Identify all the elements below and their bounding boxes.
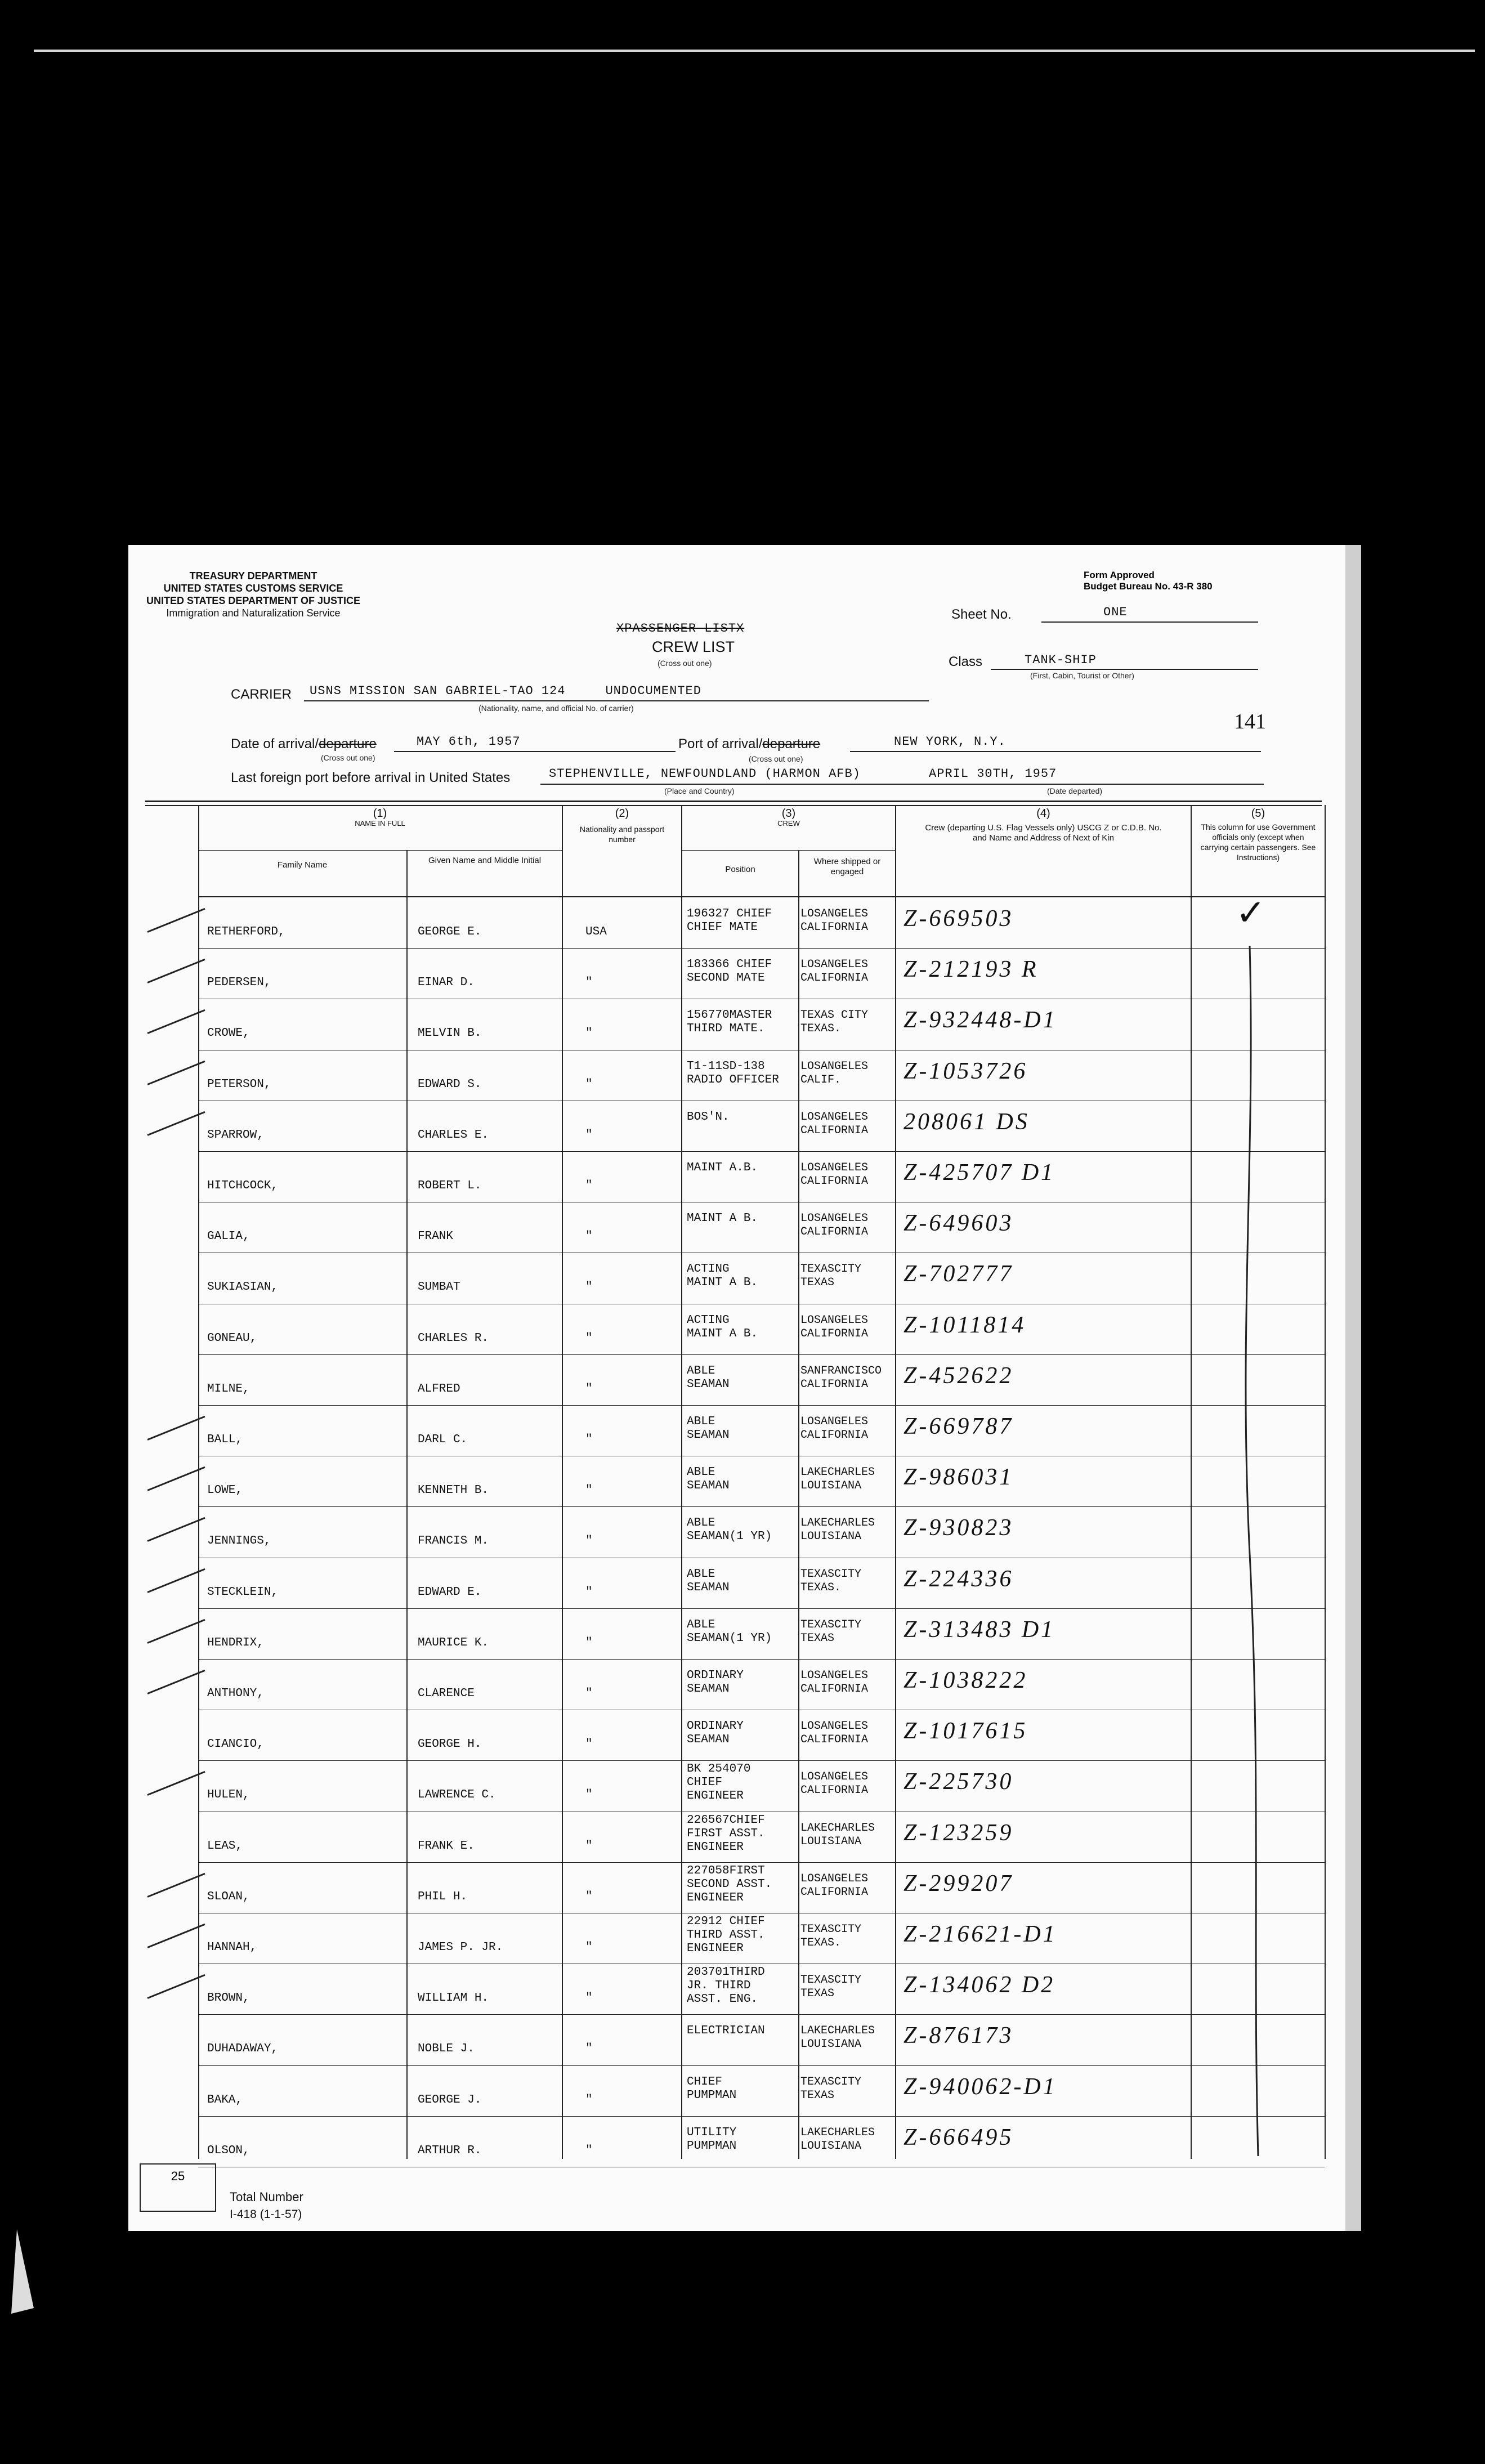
- given-name: CHARLES R.: [418, 1332, 489, 1345]
- date-departure-crossed: departure: [319, 736, 377, 752]
- port-label: [678, 736, 820, 752]
- nationality: ": [585, 1129, 593, 1142]
- nationality: ": [585, 1179, 593, 1192]
- family-name: ANTHONY,: [207, 1687, 264, 1700]
- col-divider-3: [681, 805, 682, 2159]
- nationality: ": [585, 1230, 593, 1243]
- where-shipped: LAKECHARLES LOUISIANA: [800, 1517, 875, 1543]
- family-name: DUHADAWAY,: [207, 2042, 279, 2055]
- given-name: DARL C.: [418, 1433, 468, 1446]
- z-number: Z-666495: [903, 2125, 1014, 2150]
- col1-header: [198, 808, 562, 829]
- z-number: Z-986031: [903, 1464, 1014, 1490]
- crew-position: ACTING MAINT A B.: [687, 1263, 758, 1289]
- agency-block: [141, 570, 366, 619]
- official-checkmark: ✓: [1236, 892, 1266, 934]
- col5-title: This column for use Government officials only (except when carrying certain passengers. See Instructions): [1200, 822, 1316, 862]
- given-name-header: Given Name and Middle Initial: [428, 856, 542, 865]
- given-name: NOBLE J.: [418, 2042, 475, 2055]
- z-number: Z-299207: [903, 1871, 1014, 1897]
- col-divider-4: [895, 805, 896, 2159]
- total-number-label: Total Number: [230, 2190, 303, 2204]
- nationality: ": [585, 1840, 593, 1853]
- left-edge-artifact: [11, 2229, 45, 2319]
- z-number: Z-876173: [903, 2023, 1014, 2049]
- form-approved: Form Approved: [1084, 570, 1155, 580]
- port-cross-out-hint: (Cross out one): [749, 754, 803, 763]
- family-name: HENDRIX,: [207, 1636, 264, 1649]
- crew-position: ABLE SEAMAN(1 YR): [687, 1618, 772, 1645]
- carrier-hint: (Nationality, name, and official No. of carrier): [478, 704, 634, 713]
- given-name: CLARENCE: [418, 1687, 475, 1700]
- family-name: GALIA,: [207, 1230, 250, 1243]
- crew-position: 183366 CHIEF SECOND MATE: [687, 958, 772, 985]
- crew-position: ELECTRICIAN: [687, 2024, 765, 2037]
- crew-position: ABLE SEAMAN: [687, 1365, 730, 1391]
- family-name: SUKIASIAN,: [207, 1281, 279, 1294]
- family-name: PETERSON,: [207, 1078, 271, 1091]
- crew-position: ABLE SEAMAN: [687, 1415, 730, 1442]
- where-shipped: TEXASCITY TEXAS: [800, 1618, 862, 1645]
- crew-position: MAINT A.B.: [687, 1161, 758, 1174]
- col3-title: CREW: [777, 819, 800, 828]
- z-number: Z-123259: [903, 1820, 1014, 1846]
- family-name: CROWE,: [207, 1027, 250, 1040]
- col5-header: [1192, 808, 1325, 862]
- sheet-label: Sheet No.: [951, 607, 1012, 622]
- class-label: Class: [949, 654, 983, 669]
- where-shipped: LOSANGELES CALIFORNIA: [800, 1111, 869, 1137]
- where-shipped: TEXASCITY TEXAS.: [800, 1923, 862, 1949]
- z-number: Z-930823: [903, 1515, 1014, 1541]
- given-name: EDWARD S.: [418, 1078, 482, 1091]
- nationality: ": [585, 1078, 593, 1091]
- date-underline: [394, 751, 676, 752]
- nationality: ": [585, 2042, 593, 2055]
- z-number: Z-1038222: [903, 1667, 1028, 1693]
- col-divider-3b: [798, 850, 799, 2159]
- crew-position: 22912 CHIEF THIRD ASST. ENGINEER: [687, 1915, 765, 1955]
- where-shipped: SANFRANCISCO CALIFORNIA: [800, 1365, 882, 1391]
- family-name: STECKLEIN,: [207, 1586, 279, 1599]
- name-subheader-rule: [198, 850, 562, 851]
- nationality: ": [585, 1484, 593, 1497]
- header-bottom-rule: [198, 896, 1325, 897]
- where-shipped: LOSANGELES CALIFORNIA: [800, 1161, 869, 1188]
- where-shipped: LOSANGELES CALIFORNIA: [800, 1770, 869, 1797]
- family-name: OLSON,: [207, 2144, 250, 2157]
- nationality: ": [585, 1383, 593, 1396]
- col2-number: (2): [615, 807, 629, 820]
- z-number: Z-669787: [903, 1414, 1014, 1439]
- given-name: FRANCIS M.: [418, 1535, 489, 1548]
- given-name: FRANK E.: [418, 1840, 475, 1853]
- where-shipped: TEXAS CITY TEXAS.: [800, 1009, 869, 1035]
- crew-position: BOS'N.: [687, 1111, 730, 1124]
- date-departed-value: APRIL 30TH, 1957: [929, 767, 1057, 781]
- class-underline: [991, 669, 1258, 670]
- where-shipped: LOSANGELES CALIFORNIA: [800, 1720, 869, 1746]
- sheet-underline: [1041, 621, 1258, 623]
- family-name: BAKA,: [207, 2094, 243, 2107]
- carrier-value: USNS MISSION SAN GABRIEL-TAO 124 UNDOCUMENTED: [310, 684, 701, 698]
- given-name: GEORGE E.: [418, 925, 482, 938]
- date-arrival-label-text: Date of arrival/: [231, 736, 319, 752]
- crew-position: CHIEF PUMPMAN: [687, 2076, 737, 2102]
- where-shipped: LAKECHARLES LOUISIANA: [800, 2024, 875, 2051]
- col3-header: [682, 808, 895, 829]
- given-name: WILLIAM H.: [418, 1992, 489, 2005]
- given-name: KENNETH B.: [418, 1484, 489, 1497]
- col-left-border: [198, 805, 199, 2159]
- crew-position: 227058FIRST SECOND ASST. ENGINEER: [687, 1864, 772, 1904]
- col-divider-1b: [406, 850, 408, 2159]
- z-number: Z-1053726: [903, 1058, 1028, 1084]
- given-name: MELVIN B.: [418, 1027, 482, 1040]
- row-rule: [198, 1608, 1325, 1609]
- crew-position: ABLE SEAMAN: [687, 1466, 730, 1492]
- nationality: ": [585, 1788, 593, 1801]
- nationality: ": [585, 1281, 593, 1294]
- z-number: Z-225730: [903, 1769, 1014, 1795]
- total-number-box: [140, 2163, 216, 2212]
- port-label-text: Port of arrival/: [678, 736, 763, 752]
- crew-position: 226567CHIEF FIRST ASST. ENGINEER: [687, 1814, 765, 1854]
- given-name: EDWARD E.: [418, 1586, 482, 1599]
- nationality: ": [585, 1687, 593, 1700]
- given-name: ALFRED: [418, 1383, 460, 1396]
- z-number: 208061 DS: [903, 1109, 1030, 1135]
- crew-position: MAINT A B.: [687, 1212, 758, 1225]
- where-shipped: LOSANGELES CALIFORNIA: [800, 958, 869, 985]
- official-column-mark: [1233, 934, 1312, 2162]
- nationality: ": [585, 1586, 593, 1599]
- where-shipped: LAKECHARLES LOUISIANA: [800, 2126, 875, 2153]
- row-rule: [198, 1862, 1325, 1863]
- col2-title: Nationality and passport number: [579, 825, 665, 844]
- col-right-border: [1325, 805, 1326, 2159]
- crew-position: UTILITY PUMPMAN: [687, 2126, 737, 2153]
- nationality: USA: [585, 925, 607, 938]
- carrier-label: CARRIER: [231, 687, 292, 702]
- family-name: BROWN,: [207, 1992, 250, 2005]
- where-shipped: TEXASCITY TEXAS.: [800, 1568, 862, 1594]
- z-number: Z-212193 R: [903, 956, 1039, 982]
- port-value: NEW YORK, N.Y.: [894, 735, 1006, 749]
- nationality: ": [585, 1535, 593, 1548]
- crew-position: ABLE SEAMAN: [687, 1568, 730, 1594]
- where-shipped: LOSANGELES CALIFORNIA: [800, 1669, 869, 1696]
- given-name: GEORGE H.: [418, 1738, 482, 1751]
- agency-line-3: UNITED STATES DEPARTMENT OF JUSTICE: [146, 595, 360, 606]
- date-cross-out-hint: (Cross out one): [321, 753, 375, 762]
- table-top-rule-2: [145, 805, 1322, 806]
- where-shipped: LAKECHARLES LOUISIANA: [800, 1822, 875, 1848]
- given-name: ROBERT L.: [418, 1179, 482, 1192]
- last-port-value: STEPHENVILLE, NEWFOUNDLAND (HARMON AFB): [549, 767, 861, 781]
- z-number: Z-702777: [903, 1261, 1014, 1287]
- family-name: MILNE,: [207, 1383, 250, 1396]
- family-name: RETHERFORD,: [207, 925, 285, 938]
- crew-position: 196327 CHIEF CHIEF MATE: [687, 907, 772, 934]
- port-departure-crossed: departure: [762, 736, 821, 752]
- place-hint: (Place and Country): [664, 786, 735, 795]
- given-name: MAURICE K.: [418, 1636, 489, 1649]
- row-rule: [198, 1506, 1325, 1507]
- family-name: BALL,: [207, 1433, 243, 1446]
- class-hint: (First, Cabin, Tourist or Other): [1030, 671, 1134, 680]
- where-shipped: LOSANGELES CALIFORNIA: [800, 1415, 869, 1442]
- table-top-rule-1: [145, 801, 1322, 802]
- where-shipped: LOSANGELES CALIF.: [800, 1060, 869, 1086]
- class-value: TANK-SHIP: [1025, 653, 1097, 667]
- where-shipped: LOSANGELES CALIFORNIA: [800, 907, 869, 934]
- given-name: PHIL H.: [418, 1890, 468, 1903]
- col4-header: [896, 808, 1191, 843]
- row-rule: [198, 1760, 1325, 1761]
- family-name: GONEAU,: [207, 1332, 257, 1345]
- nationality: ": [585, 2144, 593, 2157]
- nationality: ": [585, 1636, 593, 1649]
- where-shipped: TEXASCITY TEXAS: [800, 1974, 862, 2000]
- family-name-header: Family Name: [277, 860, 328, 870]
- crew-position: ACTING MAINT A B.: [687, 1314, 758, 1340]
- where-shipped: LOSANGELES CALIFORNIA: [800, 1212, 869, 1238]
- family-name: HITCHCOCK,: [207, 1179, 279, 1192]
- agency-line-1: TREASURY DEPARTMENT: [189, 570, 317, 582]
- family-name: PEDERSEN,: [207, 976, 271, 989]
- paper-edge-shadow: [1345, 545, 1361, 2231]
- nationality: ": [585, 1738, 593, 1751]
- sheet-value: ONE: [1103, 605, 1128, 619]
- where-shipped: LOSANGELES CALIFORNIA: [800, 1314, 869, 1340]
- nationality: ": [585, 2094, 593, 2107]
- row-rule: [198, 948, 1325, 949]
- where-header: Where shipped or engaged: [813, 857, 881, 877]
- agency-line-4: Immigration and Naturalization Service: [166, 607, 341, 619]
- nationality: ": [585, 1941, 593, 1954]
- agency-line-2: UNITED STATES CUSTOMS SERVICE: [163, 583, 343, 594]
- col4-number: (4): [1036, 807, 1050, 820]
- row-rule: [198, 1354, 1325, 1355]
- family-name: JENNINGS,: [207, 1535, 271, 1548]
- passenger-list-crossed: XPASSENGER LISTX: [616, 621, 745, 636]
- family-name: SPARROW,: [207, 1129, 264, 1142]
- z-number: Z-425707 D1: [903, 1160, 1055, 1186]
- family-name: LOWE,: [207, 1484, 243, 1497]
- z-number: Z-216621-D1: [903, 1921, 1057, 1947]
- row-rule: [198, 2065, 1325, 2066]
- page-number: 141: [1234, 710, 1266, 734]
- crew-position: ORDINARY SEAMAN: [687, 1669, 744, 1696]
- given-name: EINAR D.: [418, 976, 475, 989]
- where-shipped: LOSANGELES CALIFORNIA: [800, 1872, 869, 1899]
- port-underline: [850, 751, 1261, 752]
- position-header: Position: [725, 865, 755, 874]
- last-port-label: Last foreign port before arrival in United States: [231, 770, 511, 785]
- nationality: ": [585, 1433, 593, 1446]
- crew-position: ORDINARY SEAMAN: [687, 1720, 744, 1746]
- col5-number: (5): [1251, 807, 1265, 820]
- form-number: I-418 (1-1-57): [230, 2208, 302, 2221]
- title-cross-out-hint: (Cross out one): [657, 659, 712, 668]
- crew-position: ABLE SEAMAN(1 YR): [687, 1517, 772, 1543]
- where-shipped: TEXASCITY TEXAS: [800, 2076, 862, 2102]
- z-number: Z-1017615: [903, 1718, 1028, 1744]
- given-name: JAMES P. JR.: [418, 1941, 503, 1954]
- z-number: Z-452622: [903, 1363, 1014, 1389]
- budget-bureau: Budget Bureau No. 43-R 380: [1084, 581, 1213, 592]
- nationality: ": [585, 1890, 593, 1903]
- departed-hint: (Date departed): [1047, 786, 1103, 795]
- scan-edge-line: [34, 50, 1475, 52]
- col-divider-5: [1191, 805, 1192, 2159]
- carrier-underline: [304, 700, 929, 701]
- crew-position: T1-11SD-138 RADIO OFFICER: [687, 1060, 779, 1086]
- col4-title: Crew (departing U.S. Flag Vessels only) USCG Z or C.D.B. No. and Name and Address of Next of Kin: [925, 823, 1162, 843]
- z-number: Z-134062 D2: [903, 1972, 1055, 1998]
- nationality: ": [585, 976, 593, 989]
- row-rule: [198, 2014, 1325, 2015]
- col2-header: [563, 808, 681, 844]
- nationality: ": [585, 1027, 593, 1040]
- z-number: Z-940062-D1: [903, 2074, 1057, 2100]
- family-name: LEAS,: [207, 1840, 243, 1853]
- family-name: CIANCIO,: [207, 1738, 264, 1751]
- z-number: Z-313483 D1: [903, 1617, 1055, 1643]
- given-name: GEORGE J.: [418, 2094, 482, 2107]
- nationality: ": [585, 1332, 593, 1345]
- family-name: HULEN,: [207, 1788, 250, 1801]
- given-name: CHARLES E.: [418, 1129, 489, 1142]
- row-rule: [198, 1405, 1325, 1406]
- given-name: SUMBAT: [418, 1281, 460, 1294]
- total-number-value: 25: [171, 2169, 185, 2183]
- crew-position: BK 254070 CHIEF ENGINEER: [687, 1763, 751, 1803]
- col-divider-2: [562, 805, 563, 2159]
- crew-list-title: CREW LIST: [652, 638, 735, 655]
- date-arrival-label: [231, 736, 377, 752]
- where-shipped: LAKECHARLES LOUISIANA: [800, 1466, 875, 1492]
- row-rule: [198, 2116, 1325, 2117]
- z-number: Z-932448-D1: [903, 1007, 1057, 1033]
- z-number: Z-649603: [903, 1210, 1014, 1236]
- departed-underline: [929, 784, 1264, 785]
- family-name: SLOAN,: [207, 1890, 250, 1903]
- arrival-date-value: MAY 6th, 1957: [417, 735, 521, 749]
- where-shipped: TEXASCITY TEXAS: [800, 1263, 862, 1289]
- z-number: Z-224336: [903, 1566, 1014, 1592]
- crew-position: 156770MASTER THIRD MATE.: [687, 1009, 772, 1035]
- row-rule: [198, 1659, 1325, 1660]
- crew-subheader-rule: [681, 850, 895, 851]
- given-name: LAWRENCE C.: [418, 1788, 496, 1801]
- z-number: Z-1011814: [903, 1312, 1026, 1338]
- col1-title: NAME IN FULL: [355, 819, 405, 828]
- col1-number: (1): [373, 807, 387, 820]
- row-rule: [198, 1151, 1325, 1152]
- z-number: Z-669503: [903, 906, 1014, 932]
- last-port-underline: [540, 784, 934, 785]
- col3-number: (3): [781, 807, 796, 820]
- crew-position: 203701THIRD JR. THIRD ASST. ENG.: [687, 1966, 765, 2006]
- given-name: ARTHUR R.: [418, 2144, 482, 2157]
- family-name: HANNAH,: [207, 1941, 257, 1954]
- form-approved-block: [1084, 570, 1213, 592]
- nationality: ": [585, 1992, 593, 2005]
- given-name: FRANK: [418, 1230, 454, 1243]
